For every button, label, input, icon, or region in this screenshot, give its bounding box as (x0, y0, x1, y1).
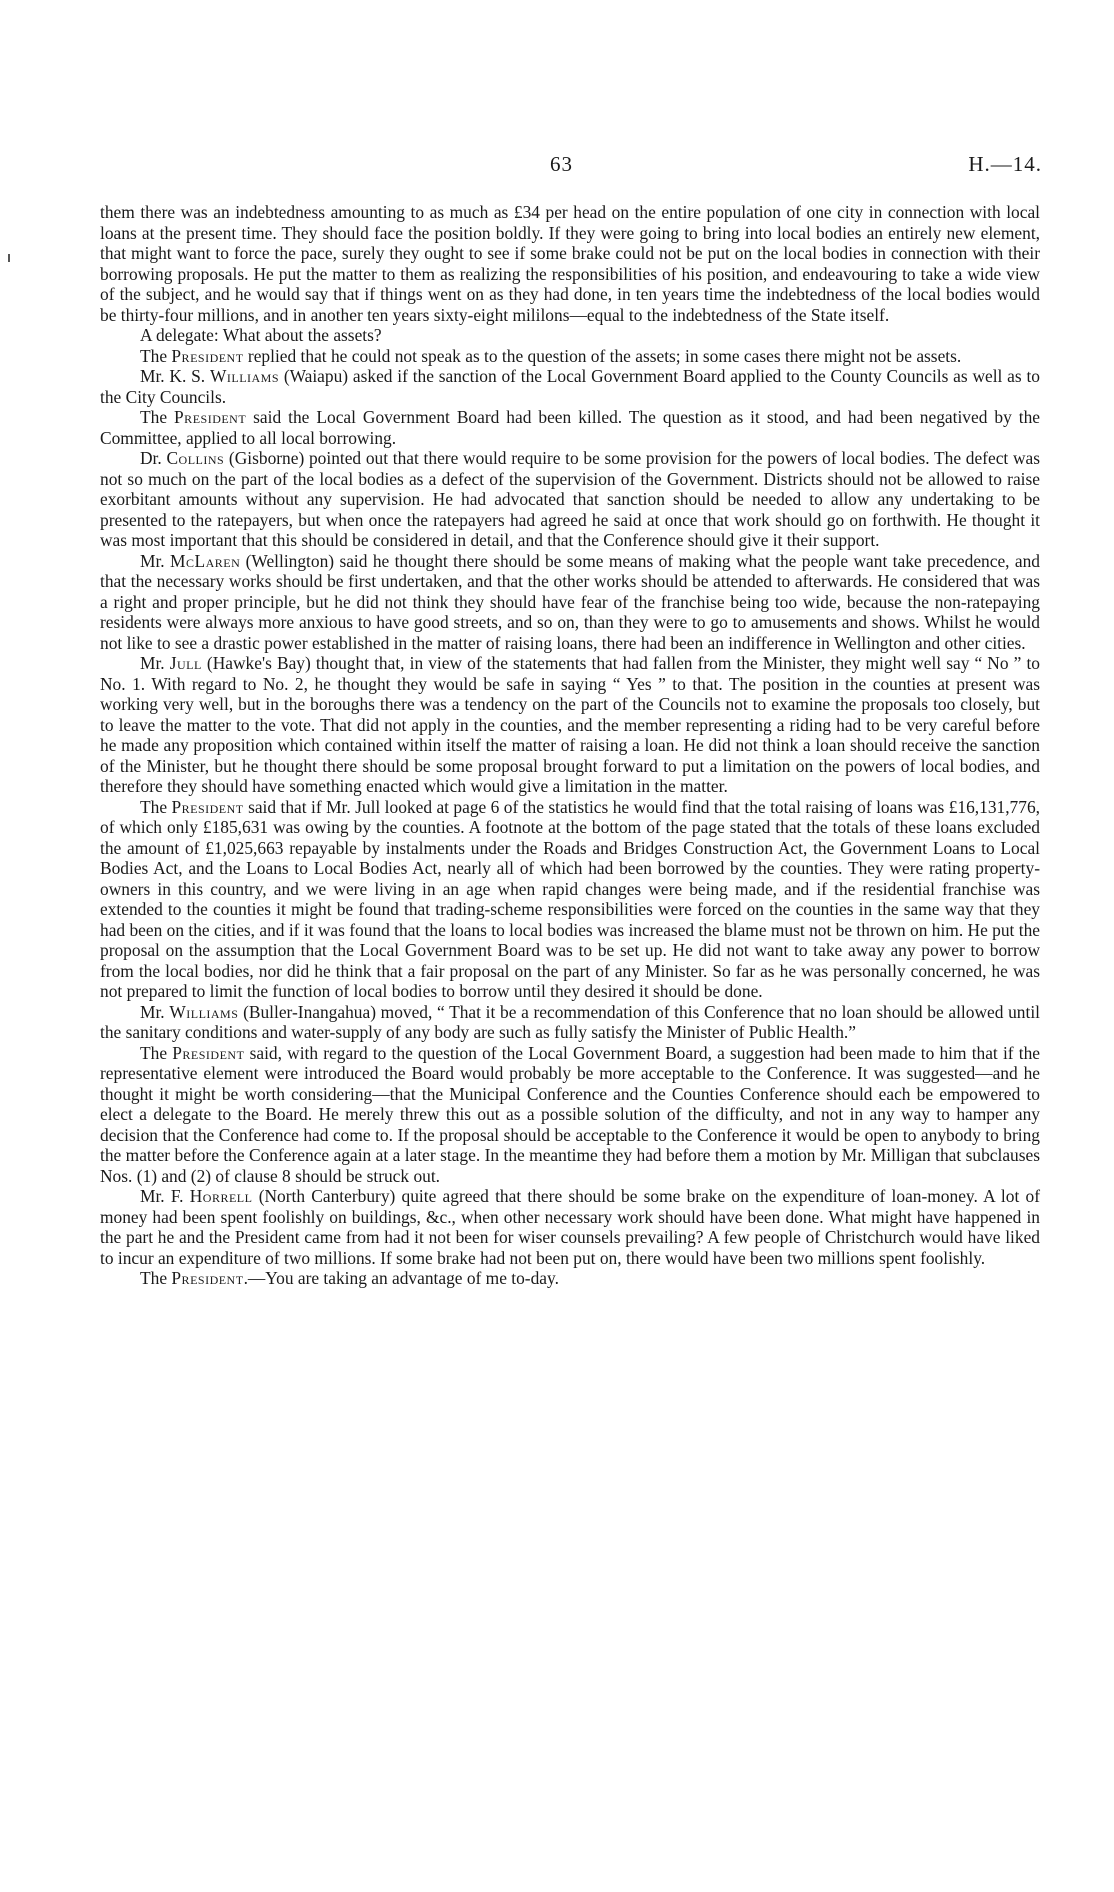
paragraph (100, 653, 1040, 797)
paragraph-text: The (140, 407, 175, 427)
speaker-name: Williams (209, 366, 280, 386)
paragraph-text: Dr. (140, 448, 167, 468)
paragraph-text: (Waiapu) asked if the sanction of the Local Government Board applied to the County Councils as well as to the City Councils. (100, 366, 1040, 407)
paragraph-text: (Gisborne) pointed out that there would require to be some provision for the powers of local bodies. The defect was not so much on the part of the local bodies as a defect of the supervision of the Government. Districts should not be allowed to raise exorbitant amounts without any supervision. He had advocated that sanction should be needed to allow any undertaking to be presented to the ratepayers, but when once the ratepayers had agreed he said at once that work should go on forthwith. He thought it was most important that this should be considered in detail, and that the Conference should give it their support. (100, 448, 1040, 550)
paragraph-text: A delegate: What about the assets? (140, 325, 382, 345)
paragraph (100, 346, 1040, 367)
paragraph-text: (Buller-Inangahua) moved, “ That it be a recommendation of this Conference that no loan should be allowed until the sanitary conditions and water-supply of any body are such as fully satisfy the Minister of Public Health.” (100, 1001, 1040, 1042)
paragraph-text: The (140, 1042, 173, 1063)
speaker-name: President (172, 1042, 245, 1063)
paragraph (100, 1268, 1040, 1289)
paragraph-text: The (140, 345, 172, 366)
paragraph-text: them there was an indebtedness amounting to as much as £34 per head on the entire population of one city in connection with local loans at the present time. They should face the position boldly. If they were going to bring into local bodies an entirely new element, that might want to force the pace, surely they ought to see if some brake could not be put on the local bodies in connection with their borrowing proposals. He put the matter to them as realizing the responsibilities of his position, and endeavouring to take a wide view of the subject, and he would say that if things went on as they had done, in ten years time the indebtedness of the local bodies would be thirty-four millions, and in another ten years sixty-eight mililons—equal to the indebtedness of the State itself. (100, 202, 1040, 325)
paragraph (100, 1002, 1040, 1043)
paragraph-text: said, with regard to the question of the Local Government Board, a suggestion had been made to him that if the representative element were introduced the Board would probably be more acceptable to the Conference. It was suggested—and he thought it might be worth considering—that the Municipal Conference and the Counties Conference should each be empowered to elect a delegate to the Board. He merely threw this out as a possible solution of the difficulty, and not in any way to hamper any decision that the Conference had come to. If the proposal should be acceptable to the Conference it would be open to anybody to bring the matter before the Conference again at a later stage. In the meantime they had before them a motion by Mr. Milligan that subclauses Nos. (1) and (2) of clause 8 should be struck out. (100, 1042, 1041, 1186)
paragraph-text: (North Canterbury) quite agreed that there should be some brake on the expenditure of loan-money. A lot of money had been spent foolishly on buildings, &c., when other necessary work should have been done. What might have happened in the part he and the President came from had it not been for wiser counsels prevailing? A few people of Christchurch would have liked to incur an expenditure of two millions. If some brake had not been put on, there would have been two millions spent foolishly. (100, 1186, 1040, 1268)
paragraph-text: Mr. (140, 653, 170, 673)
paragraph (100, 407, 1040, 448)
speaker-name: Jull (169, 653, 202, 673)
paragraph-text: said the Local Government Board had been killed. The question as it stood, and had been negatived by the Committee, applied to all local borrowing. (100, 407, 1040, 448)
paragraph (100, 325, 1040, 346)
paragraph (100, 448, 1040, 551)
margin-mark (8, 254, 10, 262)
speaker-name: President (171, 345, 244, 366)
paragraph-text: (Wellington) said he thought there should be some means of making what the people want take precedence, and that the necessary works should be first undertaken, and that the other works should be attended to afterwards. He considered that was a right and proper principle, but he did not think they should have fear of the franchise being too wide, because the non-ratepaying residents were always more anxious to have good streets, and so on, than they were to go to amusements and shows. Whilst he would not like to see a drastic power established in the matter of raising loans, there had been an indifference in Wellington and other cities. (100, 550, 1040, 653)
paragraph-text: Mr. F. (140, 1186, 190, 1206)
speaker-name: President (171, 1268, 244, 1288)
paragraph (100, 366, 1040, 407)
speaker-name: McLaren (170, 550, 241, 571)
speaker-name: Williams (169, 1001, 239, 1022)
paragraph (100, 551, 1040, 654)
speaker-name: President (171, 796, 244, 817)
paragraph-text: replied that he could not speak as to the question of the assets; in some cases there might not be assets. (243, 345, 962, 366)
page-number: 63 (550, 152, 573, 176)
paragraph (100, 1186, 1040, 1268)
paragraph-text: Mr. (140, 1001, 170, 1022)
document-reference: H.—14. (968, 152, 1042, 176)
body-text (100, 202, 1040, 1289)
paragraph-text: Mr. K. S. (140, 366, 210, 386)
speaker-name: Horrell (189, 1186, 253, 1206)
paragraph-text: The (140, 1268, 172, 1288)
paragraph (100, 202, 1040, 325)
paragraph-text: Mr. (140, 550, 171, 571)
paragraph (100, 1043, 1040, 1187)
paragraph-text: .—You are taking an advantage of me to-day. (243, 1268, 559, 1288)
paragraph-text: The (140, 796, 172, 817)
paragraph-text: (Hawke's Bay) thought that, in view of the statements that had fallen from the Minister, they might well say “ No ” to No. 1. With regard to No. 2, he thought they would be safe in saying “ Yes ” to that. The position in the counties at present was working very well, but in the boroughs there was a tendency on the part of the Councils not to examine the proposals too closely, but to leave the matter to the vote. That did not apply in the counties, and the member representing a riding had to be very careful before he made any proposition which contained within itself the matter of raising a loan. He did not think a loan should receive the sanction of the Minister, but he thought there should be some proposal brought forward to put a limitation on the powers of local bodies, and therefore they should have something enacted which would give a limitation in the matter. (100, 653, 1040, 796)
speaker-name: President (174, 407, 247, 427)
page-header (100, 152, 1042, 182)
paragraph (100, 797, 1040, 1002)
speaker-name: Collins (166, 448, 225, 468)
paragraph-text: said that if Mr. Jull looked at page 6 of the statistics he would find that the total raising of loans was £16,131,776, of which only £185,631 was owing by the counties. A footnote at the bottom of the page stated that the totals of these loans excluded the amount of £1,025,663 repayable by instalments under the Roads and Bridges Construction Act, the Government Loans to Local Bodies Act, and the Loans to Local Bodies Act, nearly all of which had been borrowed by the counties. They were rating property-owners in this country, and we were living in an age when rapid changes were being made, and if the residential franchise was extended to the counties it might be found that trading-scheme responsibilities were forced on the counties in the same way that they had been on the cities, and if it was found that the loans to local bodies was increased the blame must not be thrown on him. He put the proposal on the assumption that the Local Government Board was to be set up. He did not want to take away any power to borrow from the local bodies, nor did he think that a fair proposal on the part of any Minister. So far as he was personally concerned, he was not prepared to limit the function of local bodies to borrow until they desired it should be done. (100, 796, 1040, 1001)
